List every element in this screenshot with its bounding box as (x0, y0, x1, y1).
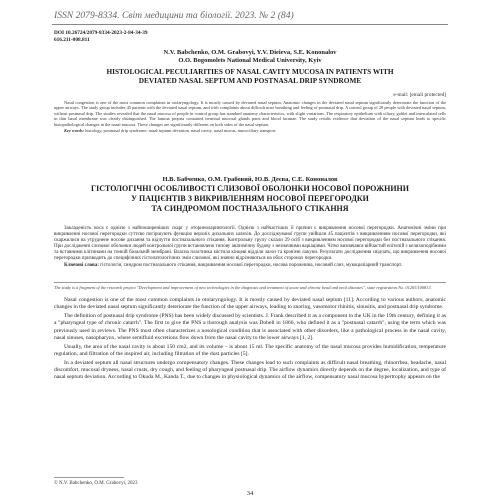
keywords-text: гістологія, синдром постназального стікання, викривлення носової перегородки, носова порожнина, носовий слиз, мукоциліарний транспорт. (100, 262, 403, 268)
body-paragraph: In a deviated septum all nasal structures undergo compensatory changes. These changes lead to such complaints as difficult nasal breathing, rhinorrhea, headache, nasal discomfort, mucosal dryness, nasal crusts, dry cough, and feeling of pharyngeal postnasal drip. The airflow dynamics directly depends on the degree, localization, and type of nasal septum deviation. According to Okuda M., Kanda T., due to changes in physiological dynamics of the airflow, compensatory nasal mucosa hypertrophy appears on the (54, 360, 446, 381)
abstract-ukrainian (54, 226, 446, 269)
abstract-text: Nasal congestion is one of the most common complaints in otolaryngology. It is mostly caused by deviated nasal septum. Anatomic changes in the deviated nasal septum significantly deteriorate the function of the upper airways. The study group includes 45 patients with the deviated nasal septum, and with complaints about difficult nose breathing and feeling of postnasal drip. A control group of 29 people with deviated nasal septum, without postnasal drip. The studies revealed that the nasal mucosa of people in control group has standard anatomy characteristics, with slight variations. The respiratory epithelium with ciliary, goblet and intercalated cells in thin basal membrane was clearly distinguished. The lamina propria contained terminal mucosal glands parts and blood lacunae. The study results evidence that deviation of the nasal septum leads to specific histopathological changes in the nasal mucosa. These changes are significantly different on both sides of the nasal septum. (54, 100, 446, 127)
body-paragraph: The definition of postnasal drip syndrome (PNS) has been widely discussed by scientists. J. Frank described it as a component in the UK in the 19th century, defining it as a "pharyngeal type of chronic catarrh". The first to give the PNS a thorough analysis was Dobell in 1866, who defined it as a "postnasal catarrh", using the term which was previously used in reviews. The PNS most often characterizes a nosological condition that is associated with other disorders, like a pathological process in the nasal cavity, nasal sinuses, nasopharynx, where semifluid excretions flow down from the nasal cavity to the lower airways [1, 2]. (54, 313, 446, 341)
abstract-text: Закладеність носа є однією з найпоширеніших скарг у оториноларингології. Однією з найчастіших її причин є викривлення носової перегородки. Анатомічні зміни при викривленні носової перегородки суттєво погіршують функцію верхніх дихальних шляхів. До досліджуваної групи увійшли 45 пацієнтів з викривленням носової перегородки, які скаржилися на утруднене носове дихання та відчуття постназального стікання. Контрольну групу склали 29 осіб з викривленням носової перегородки без постназального стікання. При дослідженні слизової оболонки людей контрольної групи встановлено типову анатомічну будову з незначними варіаціями. Чітко визначався війчастий епітелій з келихоподібними та вставними клітинами на тонкій базальній мембрані. Власна пластинка містила кінцеві відділи залоз та кров'яні лакуни. Результати дослідження свідчать, що викривлення носової перегородки призводить до специфічних гістопатологічних змін слизової, які значно відрізняються на обох сторонах перегородки. (54, 226, 446, 262)
doi-block (54, 30, 148, 43)
title-line: ГІСТОЛОГІЧНІ ОСОБЛИВОСТІ СЛИЗОВОЇ ОБОЛОНКИ НОСОВОЇ ПОРОЖНИНИ (90, 184, 410, 193)
page-number: 34 (246, 490, 254, 497)
journal-header: ISSN 2079-8334. Світ медицини та біології. 2023. № 2 (84) (54, 10, 294, 21)
title-line: У ПАЦІЄНТІВ З ВИКРИВЛЕННЯМ НОСОВОЇ ПЕРЕГОРОДКИ (131, 194, 369, 203)
udc-line: 616.211-008.811 (54, 36, 90, 43)
body-paragraph: Nasal congestion is one of the most common complaints in otolaryngology. It is mostly caused by deviated nasal septum [11]. According to various authors, anatomic changes in the deviated nasal septum significantly deteriorate the function of the upper airways, leading to snoring, vasomotor rhinitis, sinusitis, and postnasal drip syndrome. (54, 297, 446, 311)
body-paragraph: Usually, the area of the nasal cavity is about 150 cm2, and its volume – is about 15 ml. The specific anatomy of the nasal mucosa provides humidification, temperature regulation, and filtration of the inspired air, including filtration of the dust particles [5]. (54, 343, 446, 358)
article-body (54, 297, 446, 383)
title-line: HISTOLOGICAL PECULIARITIES OF NASAL CAVITY MUCOSA IN PATIENTS WITH (106, 67, 394, 76)
copyright-notice: © N.V. Babchenko, O.M. Grabovyi, 2023 (54, 481, 138, 486)
keywords-ukrainian (54, 263, 446, 269)
article-title-ukrainian (75, 184, 425, 214)
keywords-english (54, 128, 446, 133)
keywords-label: Ключові слова: (64, 262, 99, 268)
title-line: DEVIATED NASAL SEPTUM AND POSTNASAL DRIP SYNDROME (138, 75, 362, 85)
footnote-divider (54, 282, 446, 283)
keywords-text: histology, postnasal drip syndrome, nasal septum deviation, nasal cavity, nasal mucus, mucociliary transport. (85, 128, 277, 134)
authors-ukrainian: Н.В. Бабченко, О.М. Грабовий, Ю.В. Деєва, С.Е. Кононалов (162, 176, 338, 183)
abstract-english (54, 100, 446, 133)
contact-email[interactable]: e-mail: [email protected] (393, 92, 446, 98)
footer-divider (54, 477, 124, 478)
article-title-english (90, 68, 410, 86)
research-footnote: The study is a fragment of the research project "Development and improvement of new technologies in the diagnosis and treatment of acute and chronic head and neck diseases", state registration No. 0120U100813. (54, 285, 432, 290)
header-divider (52, 24, 448, 25)
affiliation-english: O.O. Bogomolets National Medical University, Kyiv (178, 57, 322, 64)
doi-line[interactable]: DOI 10.26724/2079-8334-2023-2-84-34-39 (54, 30, 148, 36)
keywords-label: Key words: (64, 128, 85, 134)
title-line: ТА СИНДРОМОМ ПОСТНАЗАЛЬНОГО СТІКАННЯ (151, 204, 349, 213)
authors-english: N.V. Babchenko, O.M. Grabovyi, Y.V. Dieieva, S.E. Kononalov (163, 49, 337, 56)
